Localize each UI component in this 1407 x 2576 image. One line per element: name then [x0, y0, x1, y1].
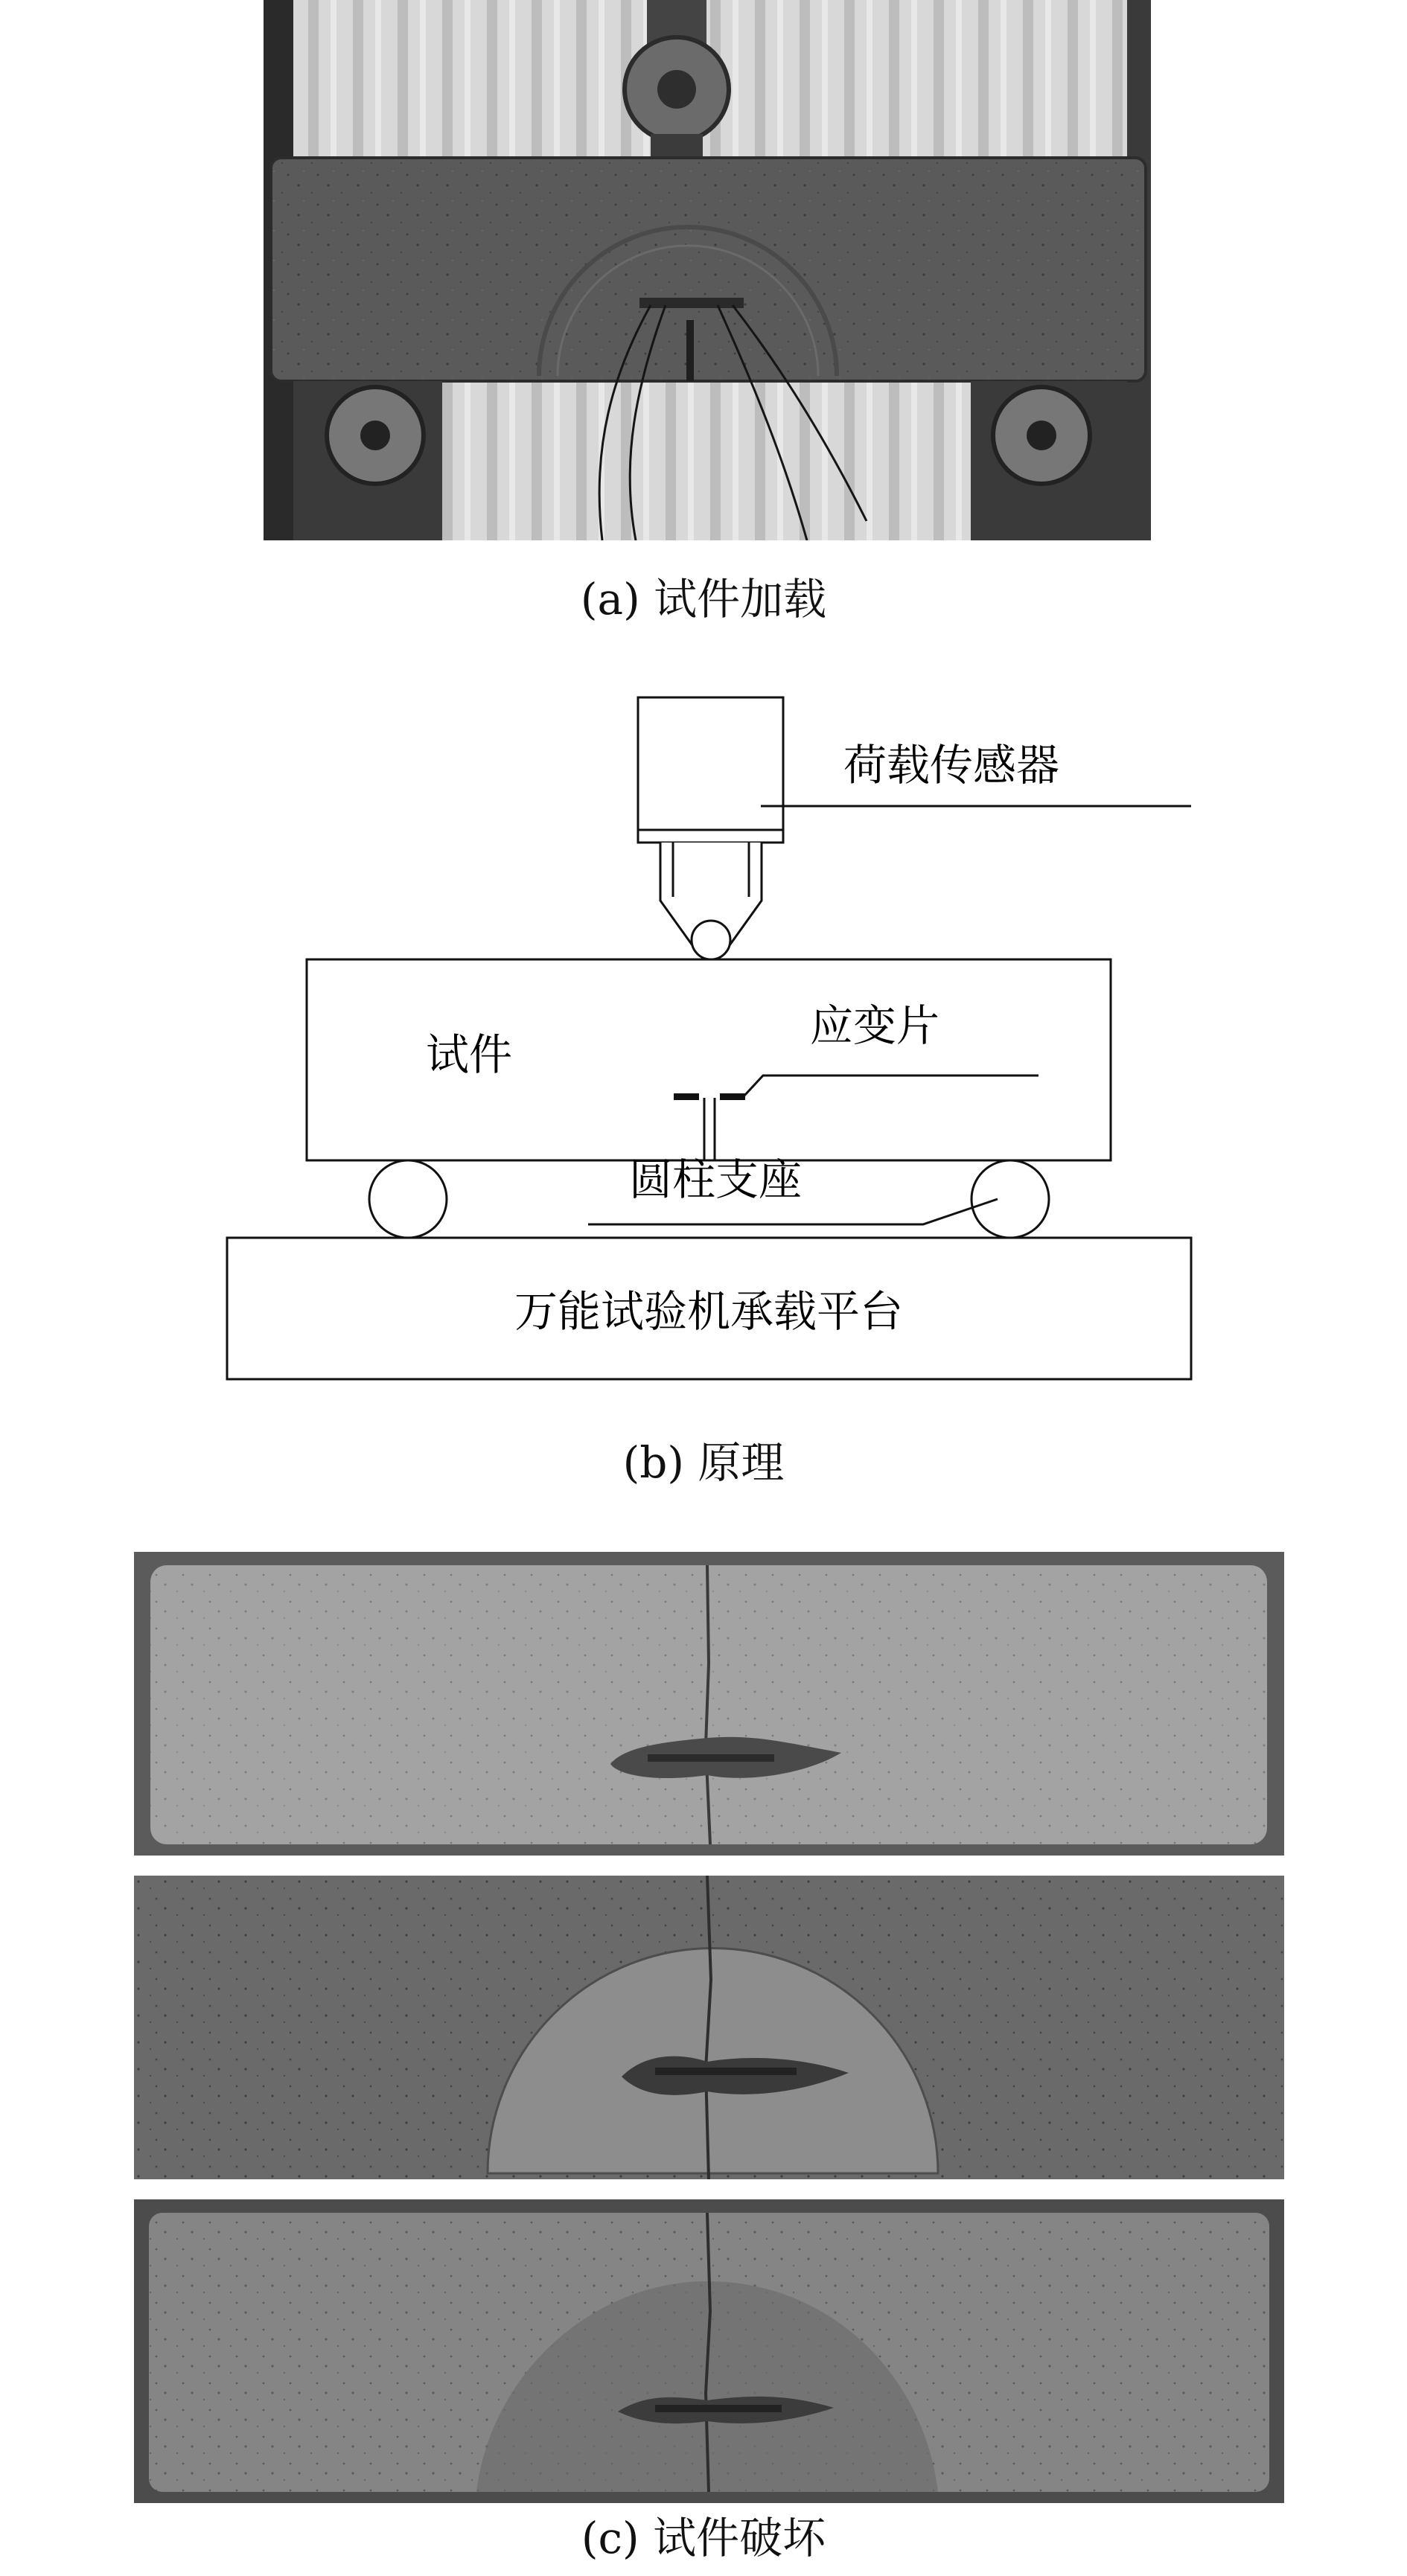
specimen-loading-illustration	[264, 0, 1151, 540]
principle-diagram	[0, 655, 1407, 1384]
label-load-sensor: 荷载传感器	[843, 740, 1060, 790]
support-left	[369, 1160, 447, 1238]
label-strain-gauge: 应变片	[810, 1000, 940, 1051]
caption-c: (c) 试件破坏	[581, 2513, 826, 2563]
failure-photo-1-illustration	[134, 1552, 1284, 1856]
label-platform: 万能试验机承载平台	[514, 1286, 904, 1337]
label-specimen: 试件	[426, 1029, 513, 1080]
failure-photo-1	[134, 1552, 1284, 1856]
support-right	[972, 1160, 1049, 1238]
load-sensor-box	[638, 697, 783, 843]
strain-gauge-left	[674, 1093, 699, 1100]
failure-photo-2-illustration	[134, 1876, 1284, 2179]
failure-photo-3	[134, 2199, 1284, 2503]
strain-gauge-right	[720, 1093, 745, 1100]
failure-photo-3-illustration	[134, 2199, 1284, 2503]
specimen-loading-photo	[264, 0, 1151, 540]
load-roller	[692, 921, 730, 959]
label-cylinder-support: 圆柱支座	[629, 1154, 803, 1205]
caption-a: (a) 试件加载	[580, 574, 827, 624]
failure-photo-2	[134, 1876, 1284, 2179]
caption-b: (b) 原理	[622, 1437, 785, 1488]
